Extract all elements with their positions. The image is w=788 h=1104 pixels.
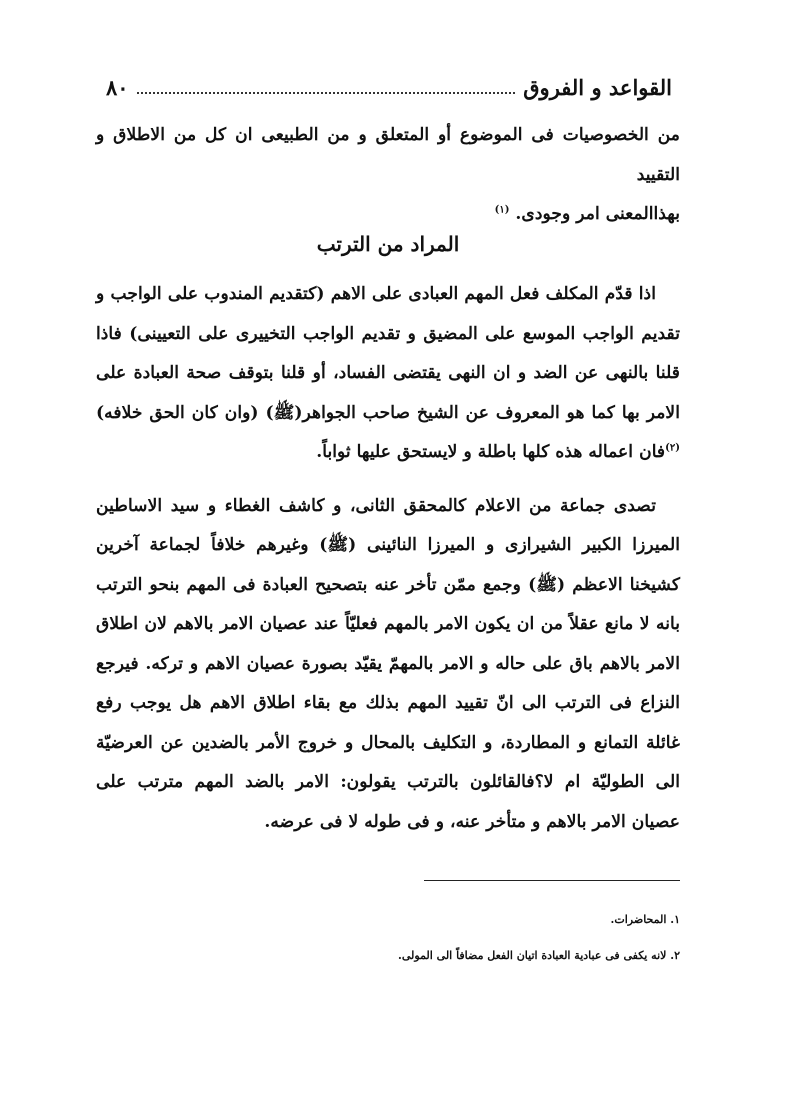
header-dotted-leader [137,92,516,94]
running-header [106,70,672,104]
footnote-1: ١. المحاضرات. [610,913,680,926]
paragraph-1-text-b: فان اعماله هذه كلها باطلة و لايستحق عليها ثواباً. [316,442,666,462]
footnotes [96,902,680,974]
footnote-ref-1: (١) [494,204,510,216]
paragraph-1-text-a: اذا قدّم المكلف فعل المهم العبادى على الاهم (كتقديم المندوب على الواجب و تقديم الواجب الموسع على المضيق و تقديم الواجب التخييرى على التعيينى) فاذا قلنا بالنهى عن الضد و ان النهى يقتضى الفساد، أو قلنا بتوقف صحة العبادة على الامر بها كما هو المعروف عن الشيخ صاحب الجواهر(ﷺ) (وان كان الحق خلافه) [96,284,680,423]
page-number: ٨٠ [106,74,129,100]
footnote-separator [424,880,680,881]
footnote-ref-2: (٢) [665,442,680,454]
main-text [96,275,680,856]
intro-line-2 [96,195,680,235]
intro-line-2-text: بهذاالمعنى امر وجودى. [515,204,680,224]
section-heading: المراد من الترتب [316,232,460,256]
paragraph-1 [96,275,680,473]
footnote-2: ٢. لانه يكفى فى عبادية العبادة اتيان الفعل مضافاً الى المولى. [398,949,680,962]
intro-line-1: من الخصوصيات فى الموضوع أو المتعلق و من الطبيعى ان كل من الاطلاق و التقييد [96,125,680,185]
paragraph-2: تصدى جماعة من الاعلام كالمحقق الثانى، و كاشف الغطاء و سيد الاساطين الميرزا الكبير الشيرازى و الميرزا النائينى (ﷺ) وغيرهم خلافاً لجماعة آخرين كشيخنا الاعظم (ﷺ) وجمع ممّن تأخر عنه بتصحيح العبادة فى المهم بنحو الترتب بانه لا مانع عقلاً من ان يكون الامر بالمهم فعليّاً عند عصيان الامر بالاهم لان اطلاق الامر بالاهم باق على حاله و الامر بالمهمّ يقيّد بصورة عصيان الاهم و تركه. فيرجع النزاع فى الترتب الى انّ تقييد المهم بذلك مع بقاء اطلاق الاهم هل يوجب رفع غائلة التمانع و المطاردة، و التكليف بالمحال و خروج الأمر بالضدين عن العرضيّة الى الطوليّة ام لا؟فالقائلون بالترتب يقولون: الامر بالضد المهم مترتب على عصيان الامر بالاهم و متأخر عنه، و فى طوله لا فى عرضه. [96,495,680,832]
running-header-title: القواعد و الفروق [523,74,672,100]
intro-text [96,116,680,235]
